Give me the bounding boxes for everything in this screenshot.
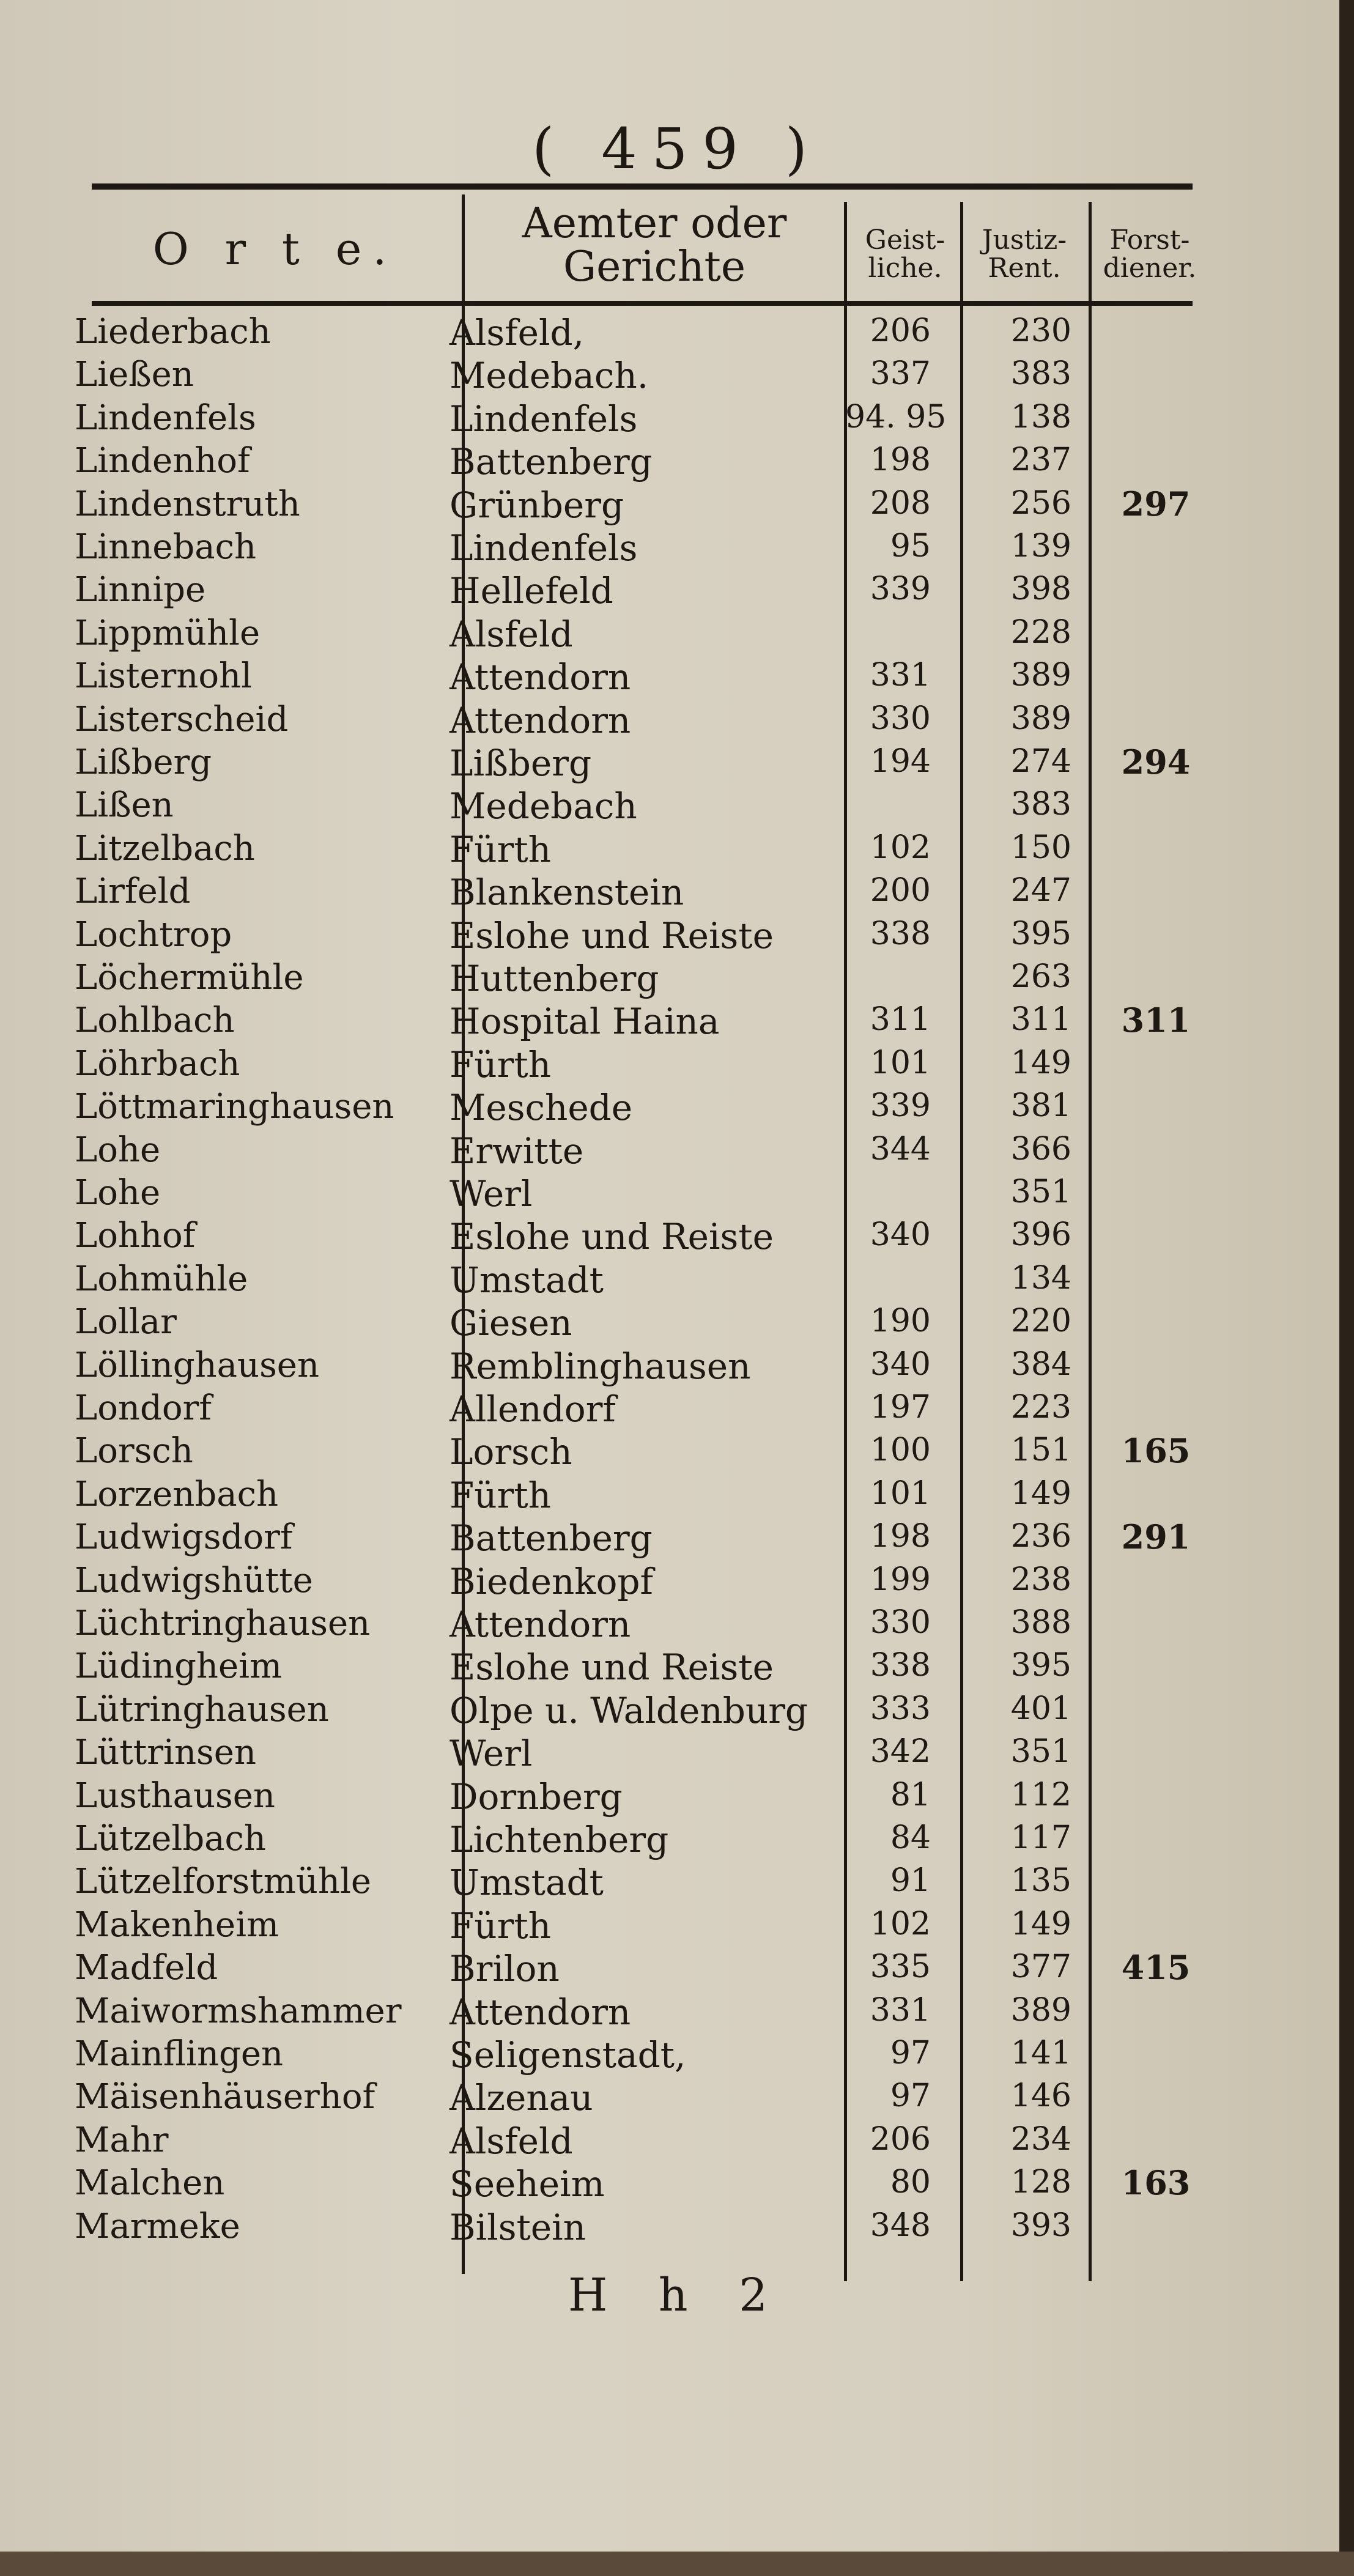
row-place-name: Listernohl <box>75 656 253 696</box>
row-place-name: Lusthausen <box>75 1776 275 1816</box>
row-geistliche-page: 97 <box>890 2035 931 2071</box>
row-justiz-page: 395 <box>1010 1647 1071 1684</box>
row-justiz-page: 141 <box>1010 2035 1071 2071</box>
row-forst-page: 294 <box>1121 742 1191 782</box>
row-place-name: Lützelforstmühle <box>75 1862 372 1901</box>
row-geistliche-page: 338 <box>870 1647 931 1684</box>
row-place-name: Löttmaringhausen <box>75 1087 394 1127</box>
row-geistliche-page: 208 <box>870 485 931 522</box>
row-geistliche-page: 100 <box>870 1432 931 1468</box>
row-justiz-page: 263 <box>1010 958 1071 995</box>
header-orte: O r t e. <box>152 223 398 275</box>
row-place-name: Lochtrop <box>75 915 232 955</box>
row-justiz-page: 389 <box>1010 1992 1071 2029</box>
row-office-name: Huttenberg <box>449 958 659 999</box>
row-place-name: Lollar <box>75 1302 177 1342</box>
row-office-name: Seligenstadt, <box>449 2034 686 2076</box>
column-rule-4 <box>1089 202 1092 2281</box>
row-justiz-page: 311 <box>1010 1001 1071 1038</box>
row-place-name: Löhrbach <box>75 1044 240 1084</box>
row-justiz-page: 366 <box>1010 1131 1071 1168</box>
row-geistliche-page: 330 <box>870 700 931 737</box>
row-place-name: Lützelbach <box>75 1819 266 1859</box>
row-place-name: Ludwigsdorf <box>75 1517 293 1557</box>
row-geistliche-page: 81 <box>890 1777 931 1813</box>
row-geistliche-page: 335 <box>870 1949 931 1985</box>
row-office-name: Werl <box>449 1733 533 1774</box>
row-office-name: Lichtenberg <box>449 1819 669 1860</box>
row-justiz-page: 236 <box>1010 1518 1071 1555</box>
row-office-name: Medebach <box>449 785 637 827</box>
header-justiz: Justiz-Rent. <box>982 224 1067 284</box>
row-justiz-page: 237 <box>1010 442 1071 478</box>
row-geistliche-page: 206 <box>870 2121 931 2158</box>
row-justiz-page: 388 <box>1010 1604 1071 1641</box>
page-number: ( 459 ) <box>532 116 822 182</box>
row-place-name: Makenheim <box>75 1905 279 1945</box>
row-office-name: Werl <box>449 1173 533 1215</box>
row-justiz-page: 220 <box>1010 1303 1071 1339</box>
row-office-name: Olpe u. Waldenburg <box>449 1690 808 1731</box>
row-place-name: Malchen <box>75 2163 225 2203</box>
row-office-name: Umstadt <box>449 1259 604 1301</box>
row-office-name: Lindenfels <box>449 527 638 569</box>
row-geistliche-page: 101 <box>870 1475 931 1512</box>
row-geistliche-page: 198 <box>870 442 931 478</box>
row-place-name: Lohe <box>75 1130 161 1170</box>
row-geistliche-page: 348 <box>870 2207 931 2244</box>
row-justiz-page: 398 <box>1010 571 1071 607</box>
row-geistliche-page: 339 <box>870 571 931 607</box>
row-justiz-page: 139 <box>1010 528 1071 564</box>
row-justiz-page: 395 <box>1010 916 1071 952</box>
row-place-name: Lindenhof <box>75 441 250 481</box>
header-bottom-rule <box>92 301 1193 306</box>
row-geistliche-page: 84 <box>890 1819 931 1856</box>
row-geistliche-page: 80 <box>890 2164 931 2200</box>
row-justiz-page: 150 <box>1010 829 1071 866</box>
row-office-name: Battenberg <box>449 441 653 483</box>
row-geistliche-page: 198 <box>870 1518 931 1555</box>
row-justiz-page: 149 <box>1010 1906 1071 1942</box>
row-justiz-page: 393 <box>1010 2207 1071 2244</box>
row-geistliche-page: 200 <box>870 872 931 909</box>
row-geistliche-page: 339 <box>870 1087 931 1124</box>
row-place-name: Lüchtringhausen <box>75 1604 371 1643</box>
row-geistliche-page: 97 <box>890 2078 931 2114</box>
row-geistliche-page: 331 <box>870 657 931 694</box>
row-place-name: Litzelbach <box>75 829 255 868</box>
row-justiz-page: 381 <box>1010 1087 1071 1124</box>
row-geistliche-page: 190 <box>870 1303 931 1339</box>
row-justiz-page: 234 <box>1010 2121 1071 2158</box>
row-place-name: Londorf <box>75 1388 212 1428</box>
row-geistliche-page: 95 <box>890 528 931 564</box>
row-place-name: Ließen <box>75 355 194 394</box>
row-office-name: Hospital Haina <box>449 1001 720 1042</box>
row-geistliche-page: 337 <box>870 355 931 392</box>
row-geistliche-page: 102 <box>870 1906 931 1942</box>
row-place-name: Lohlbach <box>75 1001 235 1040</box>
row-forst-page: 291 <box>1121 1517 1191 1556</box>
row-geistliche-page: 94. 95 <box>845 399 947 435</box>
row-office-name: Meschede <box>449 1087 633 1128</box>
row-office-name: Biedenkopf <box>449 1561 653 1602</box>
row-office-name: Fürth <box>449 829 551 870</box>
row-justiz-page: 223 <box>1010 1389 1071 1426</box>
row-office-name: Allendorf <box>449 1388 616 1430</box>
header-geist: Geist-liche. <box>865 224 945 284</box>
book-bottom-edge <box>0 2552 1354 2576</box>
row-justiz-page: 383 <box>1010 355 1071 392</box>
row-justiz-page: 384 <box>1010 1346 1071 1383</box>
row-justiz-page: 256 <box>1010 485 1071 522</box>
row-office-name: Attendorn <box>449 1604 631 1645</box>
row-office-name: Attendorn <box>449 1991 631 2033</box>
row-justiz-page: 146 <box>1010 2078 1071 2114</box>
row-justiz-page: 247 <box>1010 872 1071 909</box>
row-justiz-page: 274 <box>1010 743 1071 780</box>
row-place-name: Lohmühle <box>75 1259 248 1299</box>
row-office-name: Brilon <box>449 1948 560 1989</box>
row-place-name: Marmeke <box>75 2207 240 2246</box>
row-place-name: Lohhof <box>75 1216 196 1256</box>
row-justiz-page: 117 <box>1010 1819 1071 1856</box>
row-office-name: Umstadt <box>449 1862 604 1903</box>
row-geistliche-page: 331 <box>870 1992 931 2029</box>
row-place-name: Löllinghausen <box>75 1345 320 1385</box>
row-place-name: Lohe <box>75 1173 161 1213</box>
row-office-name: Lißberg <box>449 742 592 784</box>
row-place-name: Lütringhausen <box>75 1690 329 1730</box>
row-geistliche-page: 330 <box>870 1604 931 1641</box>
row-office-name: Attendorn <box>449 700 631 741</box>
row-geistliche-page: 197 <box>870 1389 931 1426</box>
row-forst-page: 415 <box>1121 1948 1191 1987</box>
row-place-name: Lüdingheim <box>75 1646 283 1686</box>
row-forst-page: 297 <box>1121 484 1191 524</box>
printer-signature: H h 2 <box>568 2269 786 2322</box>
row-place-name: Maiwormshammer <box>75 1991 402 2031</box>
row-office-name: Lindenfels <box>449 398 638 440</box>
book-edge <box>1339 0 1354 2576</box>
row-justiz-page: 134 <box>1010 1260 1071 1297</box>
row-office-name: Fürth <box>449 1475 551 1516</box>
row-place-name: Linnipe <box>75 570 206 610</box>
header-aemter: Aemter oder Gerichte <box>522 199 787 292</box>
row-forst-page: 165 <box>1121 1431 1191 1470</box>
row-justiz-page: 383 <box>1010 786 1071 823</box>
row-office-name: Alsfeld <box>449 613 573 655</box>
row-geistliche-page: 194 <box>870 743 931 780</box>
row-place-name: Lorsch <box>75 1431 193 1471</box>
row-geistliche-page: 91 <box>890 1862 931 1899</box>
row-justiz-page: 351 <box>1010 1733 1071 1770</box>
row-geistliche-page: 333 <box>870 1690 931 1727</box>
column-rule-3 <box>960 202 963 2281</box>
header-forst: Forst-diener. <box>1103 224 1197 284</box>
row-office-name: Grünberg <box>449 484 624 526</box>
row-justiz-page: 389 <box>1010 700 1071 737</box>
row-place-name: Lindenstruth <box>75 484 300 524</box>
row-office-name: Lorsch <box>449 1431 572 1473</box>
row-place-name: Löchermühle <box>75 958 304 997</box>
row-justiz-page: 151 <box>1010 1432 1071 1468</box>
row-office-name: Attendorn <box>449 656 631 698</box>
row-forst-page: 311 <box>1121 1001 1191 1040</box>
row-justiz-page: 112 <box>1010 1777 1071 1813</box>
row-office-name: Alzenau <box>449 2077 593 2119</box>
row-office-name: Blankenstein <box>449 872 684 913</box>
row-office-name: Bilstein <box>449 2207 586 2248</box>
row-justiz-page: 230 <box>1010 313 1071 349</box>
row-place-name: Liederbach <box>75 312 271 352</box>
row-office-name: Eslohe und Reiste <box>449 1646 774 1688</box>
row-geistliche-page: 342 <box>870 1733 931 1770</box>
row-place-name: Madfeld <box>75 1948 218 1988</box>
row-place-name: Lißen <box>75 785 174 825</box>
row-place-name: Lorzenbach <box>75 1475 279 1514</box>
row-office-name: Giesen <box>449 1302 572 1344</box>
row-geistliche-page: 340 <box>870 1346 931 1383</box>
row-office-name: Eslohe und Reiste <box>449 915 774 957</box>
row-place-name: Ludwigshütte <box>75 1561 313 1601</box>
row-place-name: Lüttrinsen <box>75 1733 256 1772</box>
row-office-name: Remblinghausen <box>449 1345 751 1387</box>
row-geistliche-page: 102 <box>870 829 931 866</box>
row-office-name: Medebach. <box>449 355 649 396</box>
row-place-name: Listerscheid <box>75 700 289 739</box>
row-geistliche-page: 311 <box>870 1001 931 1038</box>
row-place-name: Lippmühle <box>75 613 261 653</box>
row-office-name: Hellefeld <box>449 570 613 612</box>
row-office-name: Fürth <box>449 1044 551 1086</box>
header-top-rule <box>92 183 1193 190</box>
row-geistliche-page: 199 <box>870 1561 931 1598</box>
row-justiz-page: 135 <box>1010 1862 1071 1899</box>
row-justiz-page: 351 <box>1010 1174 1071 1210</box>
row-justiz-page: 377 <box>1010 1949 1071 1985</box>
row-office-name: Eslohe und Reiste <box>449 1216 774 1257</box>
row-justiz-page: 238 <box>1010 1561 1071 1598</box>
row-justiz-page: 138 <box>1010 399 1071 435</box>
row-justiz-page: 128 <box>1010 2164 1071 2200</box>
row-office-name: Alsfeld, <box>449 312 585 353</box>
row-justiz-page: 401 <box>1010 1690 1071 1727</box>
row-justiz-page: 396 <box>1010 1216 1071 1253</box>
row-office-name: Erwitte <box>449 1130 584 1172</box>
row-forst-page: 163 <box>1121 2163 1191 2202</box>
row-geistliche-page: 338 <box>870 916 931 952</box>
row-place-name: Mahr <box>75 2120 169 2160</box>
row-justiz-page: 228 <box>1010 614 1071 651</box>
row-office-name: Battenberg <box>449 1517 653 1559</box>
row-justiz-page: 149 <box>1010 1475 1071 1512</box>
row-office-name: Alsfeld <box>449 2120 573 2162</box>
row-geistliche-page: 340 <box>870 1216 931 1253</box>
row-office-name: Fürth <box>449 1905 551 1947</box>
row-place-name: Lißberg <box>75 742 212 782</box>
row-justiz-page: 149 <box>1010 1045 1071 1081</box>
row-place-name: Lindenfels <box>75 398 256 438</box>
row-office-name: Dornberg <box>449 1776 623 1818</box>
row-place-name: Mainflingen <box>75 2034 284 2074</box>
row-geistliche-page: 344 <box>870 1131 931 1168</box>
row-place-name: Mäisenhäuserhof <box>75 2077 375 2117</box>
row-geistliche-page: 101 <box>870 1045 931 1081</box>
row-geistliche-page: 206 <box>870 313 931 349</box>
row-place-name: Linnebach <box>75 527 257 567</box>
row-office-name: Seeheim <box>449 2163 605 2205</box>
row-justiz-page: 389 <box>1010 657 1071 694</box>
row-place-name: Lirfeld <box>75 872 191 911</box>
